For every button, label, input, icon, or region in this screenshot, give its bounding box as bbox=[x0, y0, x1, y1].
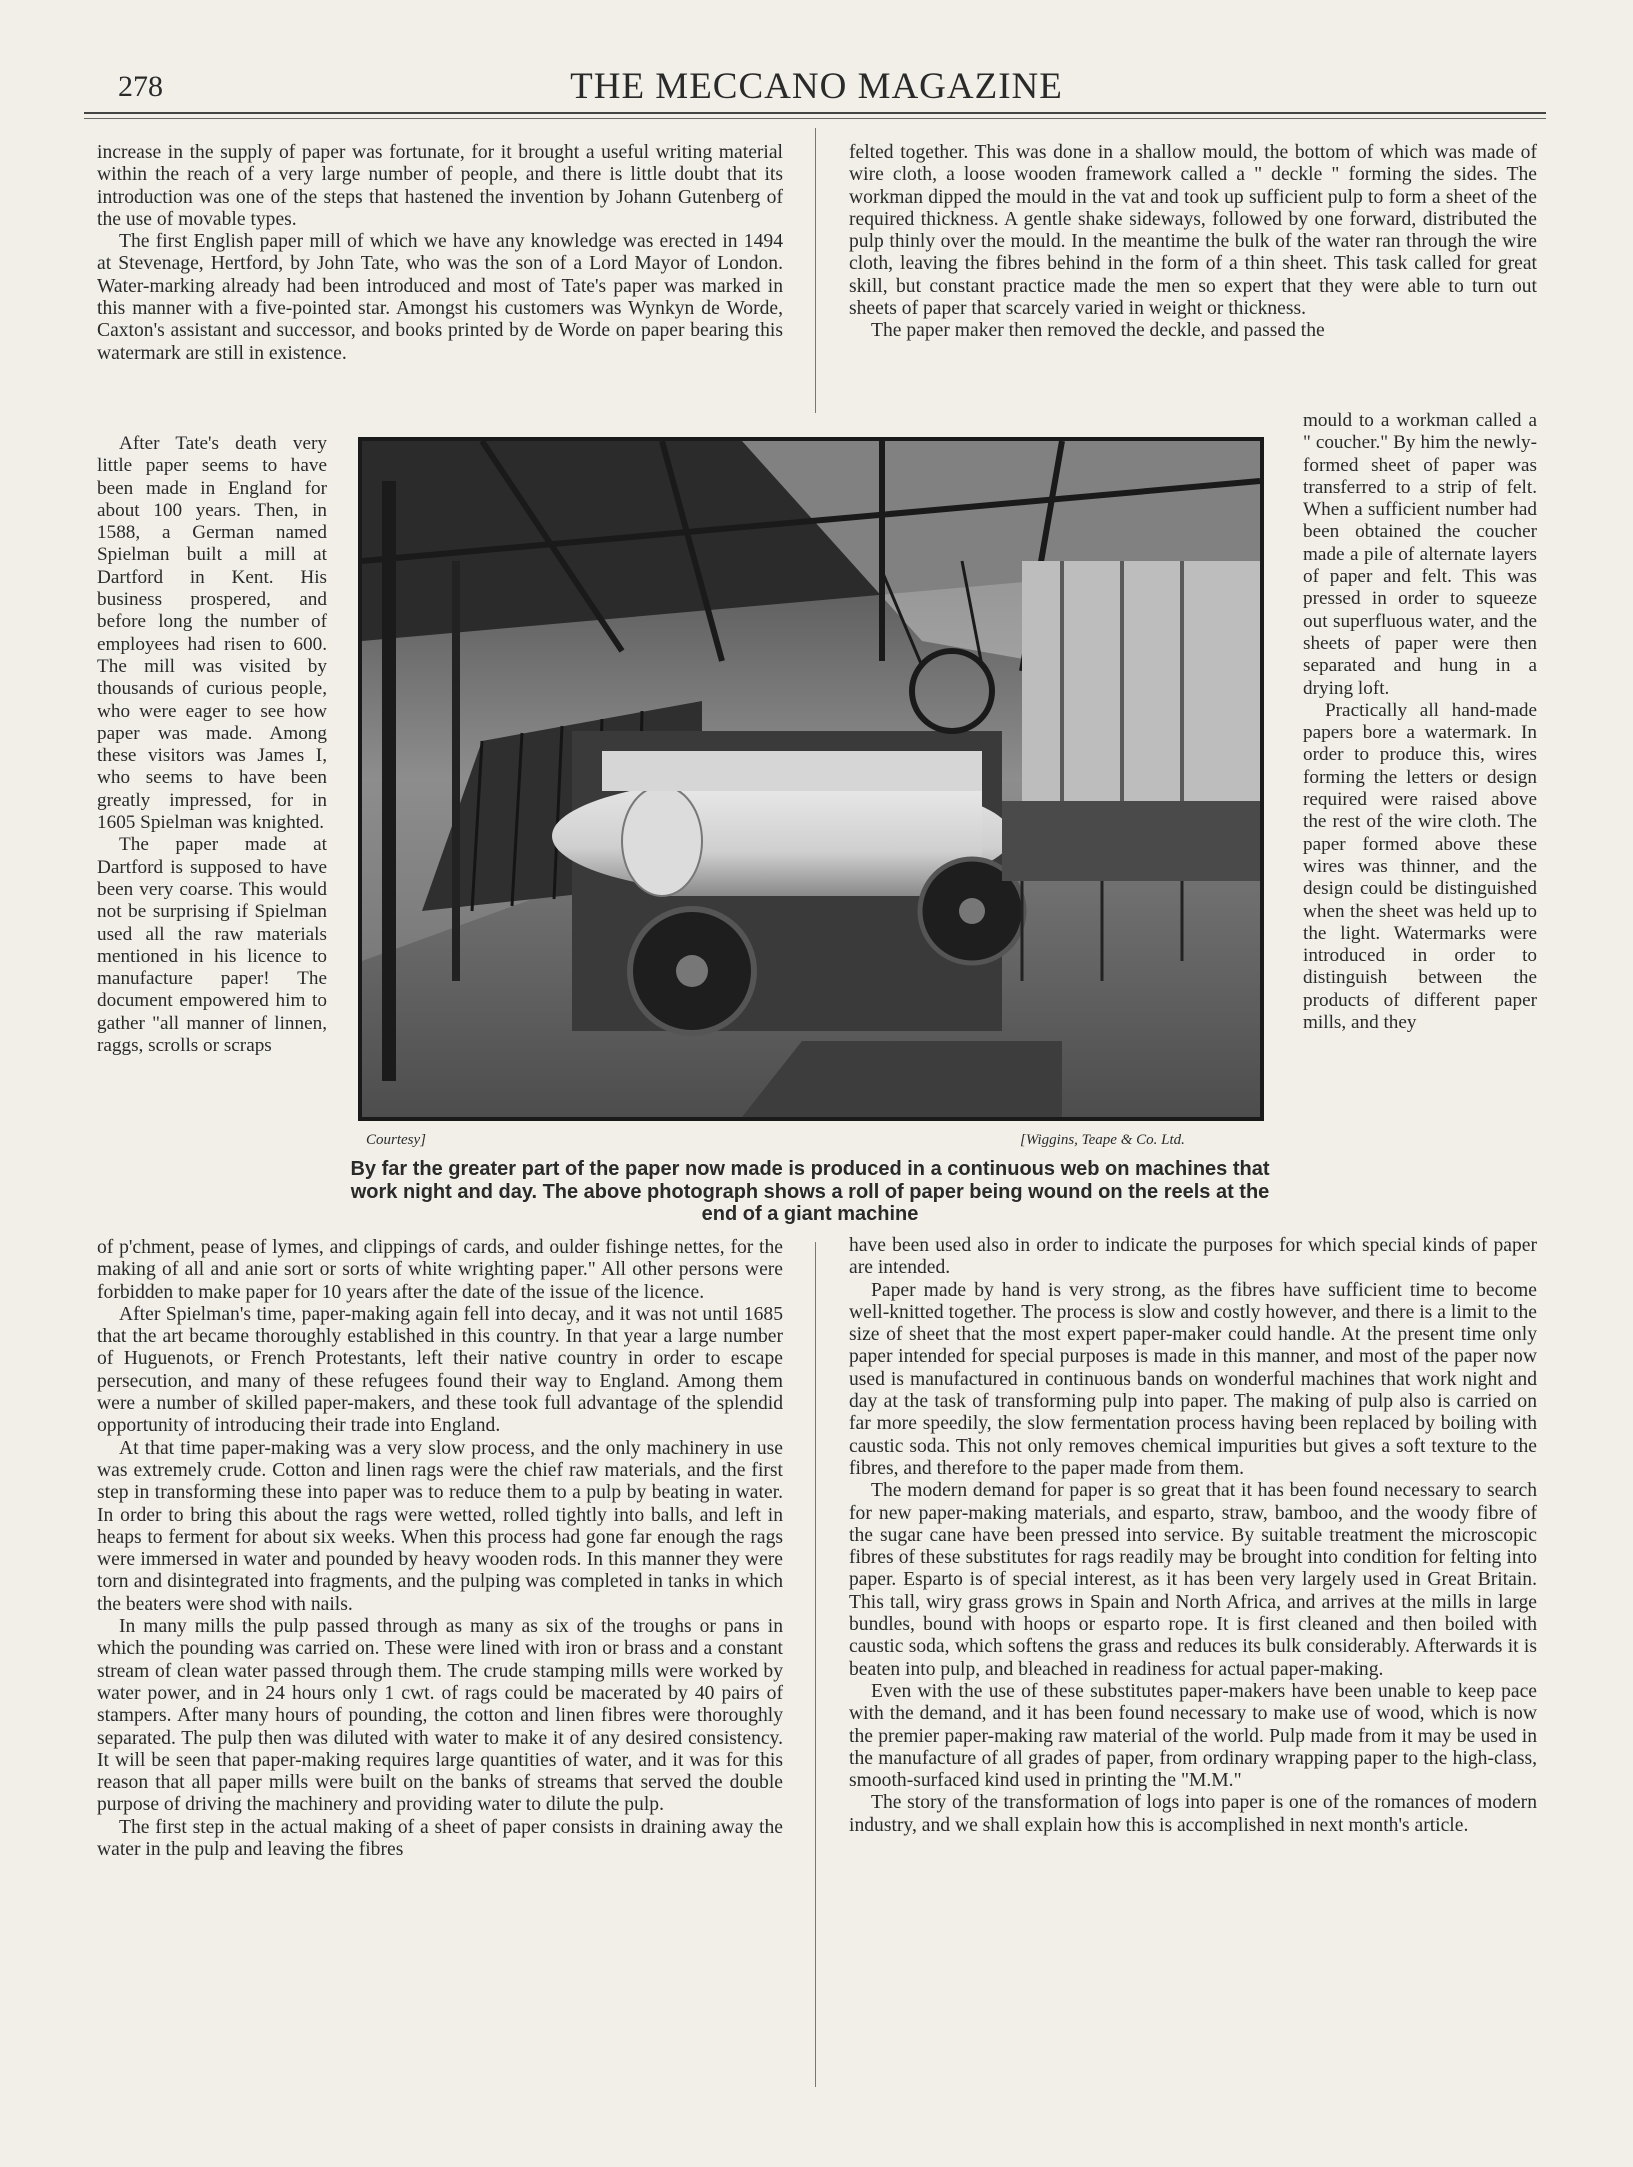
page-number: 278 bbox=[118, 70, 163, 103]
paragraph: Even with the use of these substitutes paper-makers have been unable to keep pace with the demand, and it has been found necessary to make use of wood, which is now the premier paper-making raw material of the world. Pulp made from it may be used in the manufacture of all grades of paper, from ordinary wrapping paper to the high-class, smooth-surfaced kind used in printing the "M.M." bbox=[849, 1680, 1537, 1792]
right-column-top bbox=[849, 142, 1537, 343]
paragraph: After Spielman's time, paper-making again fell into decay, and it was not until 1685 that the art became thoroughly established in this country. In that year a large number of Huguenots, or French Protestants, left their native country in order to escape persecution, and many of these refugees found their way to England. Among them were a number of skilled paper-makers, and these took full advantage of the splendid opportunity of introducing their trade into England. bbox=[97, 1303, 783, 1437]
paragraph: Practically all hand-made papers bore a watermark. In order to produce this, wires forming the letters or design required were raised above the rest of the wire cloth. The paper formed above these wires was thinner, and the design could be distinguished when the sheet was held up to the light. Watermarks were introduced in order to distinguish between the products of different paper mills, and they bbox=[1303, 699, 1537, 1034]
paragraph: have been used also in order to indicate the purposes for which special kinds of paper are intended. bbox=[849, 1235, 1537, 1279]
paragraph: At that time paper-making was a very slow process, and the only machinery in use was extremely crude. Cotton and linen rags were the chief raw materials, and the first step in transforming these into paper was to reduce them to a pulp by beating in water. In order to bring this about the rags were wetted, rolled tightly into balls, and left in heaps to ferment for about six weeks. When this process had gone far enough the rags were immersed in water and pounded by heavy wooden rods. In this manner they were torn and disintegrated into fragments, and the pulping was completed in tanks in which the beaters were shod with nails. bbox=[97, 1437, 783, 1615]
paragraph: After Tate's death very little paper seems to have been made in England for about 100 years. Then, in 1588, a German named Spielman built a mill at Dartford in Kent. His business prospered, and before long the number of employees had risen to 600. The mill was visited by thousands of curious people, who were eager to see how paper was made. Among these visitors was James I, who seems to have been greatly impressed, for in 1605 Spielman was knighted. bbox=[97, 433, 327, 834]
paragraph: The modern demand for paper is so great that it has been found necessary to search for new paper-making materials, and esparto, straw, bamboo, and the woody fibre of the sugar cane have been pressed into service. By suitable treatment the microscopic fibres of these substitutes for rags readily may be brought into condition for felting into paper. Esparto is of special interest, as it has been very largely used in Great Britain. This tall, wiry grass grows in Spain and North Africa, and arrives at the mills in large bundles, bound with hoops or esparto rope. It is first cleaned and then boiled with caustic soda, which softens the grass and reduces its bulk considerably. Afterwards it is beaten into pulp, and bleached in readiness for actual paper-making. bbox=[849, 1480, 1537, 1680]
left-column-top bbox=[97, 142, 783, 365]
paragraph: mould to a workman called a " coucher." By him the newly-formed sheet of paper was transferred to a strip of felt. When a sufficient number had been obtained the coucher made a pile of alternate layers of paper and felt. This was pressed in order to squeeze out superfluous water, and the sheets of paper were then separated and hung in a drying loft. bbox=[1303, 410, 1537, 699]
paragraph: In many mills the pulp passed through as many as six of the troughs or pans in which the pounding was carried on. These were lined with iron or brass and a constant stream of clean water passed through them. The crude stamping mills were worked by water power, and in 24 hours only 1 cwt. of rags could be macerated by 40 pairs of stampers. After many hours of pounding, the cotton and linen fibres were thoroughly separated. The pulp then was diluted with water to make it of any desired consistency. It will be seen that paper-making requires large quantities of water, and it was for this reason that all paper mills were built on the banks of streams that served the double purpose of driving the machinery and providing water to dilute the pulp. bbox=[97, 1616, 783, 1816]
left-column-bottom bbox=[97, 1237, 783, 1861]
paragraph: The story of the transformation of logs into paper is one of the romances of modern industry, and we shall explain how this is accomplished in next month's article. bbox=[849, 1792, 1537, 1836]
column-divider bbox=[815, 128, 816, 413]
paragraph: The paper maker then removed the deckle, and passed the bbox=[871, 320, 1325, 342]
left-column-narrow bbox=[97, 433, 327, 1057]
magazine-title: THE MECCANO MAGAZINE bbox=[570, 66, 1063, 107]
right-column-bottom bbox=[849, 1235, 1537, 1837]
right-column-narrow bbox=[1303, 410, 1537, 1034]
paragraph: The paper made at Dartford is supposed to have been very coarse. This would not be surprising if Spielman used all the raw materials mentioned in his licence to manufacture paper! The document empowered him to gather "all manner of linnen, raggs, scrolls or scraps bbox=[97, 834, 327, 1057]
paragraph: The first step in the actual making of a sheet of paper consists in draining away the water in the pulp and leaving the fibres bbox=[97, 1816, 783, 1861]
paragraph: of p'chment, pease of lymes, and clippings of cards, and oulder fishinge nettes, for the making of all and anie sort or sorts of white wrighting paper." All other persons were forbidden to make paper for 10 years after the date of the issue of the licence. bbox=[97, 1237, 783, 1303]
photo-caption: By far the greater part of the paper now made is produced in a continuous web on machines that work night and day. The above photograph shows a roll of paper being wound on the reels at the end of a giant machine bbox=[350, 1158, 1270, 1225]
paper-machine-photo bbox=[358, 437, 1264, 1121]
photo-credit-left: Courtesy] bbox=[366, 1132, 426, 1148]
paragraph: Paper made by hand is very strong, as the fibres have sufficient time to become well-knitted together. The process is slow and costly however, and there is a limit to the size of sheet that the most expert paper-maker could handle. At the present time only paper intended for special purposes is made in this manner, and most of the paper now used is manufactured in continuous bands on wonderful machines that work night and day at the task of transforming pulp into paper. The making of pulp also is carried on far more speedily, the slow fermentation process having been replaced by boiling with caustic soda. This not only removes chemical impurities but gives a soft texture to the fibres, and therefore to the paper made from them. bbox=[849, 1279, 1537, 1479]
paragraph: The first English paper mill of which we have any knowledge was erected in 1494 at Stevenage, Hertford, by John Tate, who was the son of a Lord Mayor of London. Water-marking already had been introduced and most of Tate's paper was marked in this manner with a five-pointed star. Amongst his customers was Wynkyn de Worde, Caxton's assistant and successor, and books printed by de Worde on paper bearing this watermark are still in existence. bbox=[97, 231, 783, 364]
column-divider bbox=[815, 1242, 816, 2087]
header-rule bbox=[84, 112, 1546, 114]
paragraph: felted together. This was done in a shallow mould, the bottom of which was made of wire cloth, a loose wooden framework called a " deckle " forming the sides. The workman dipped the mould in the vat and took up sufficient pulp to form a sheet of the required thickness. A gentle shake sideways, followed by one forward, distributed the pulp thinly over the mould. In the meantime the bulk of the water ran through the wire cloth, leaving the fibres behind in the form of a thin sheet. This task called for great skill, but constant practice made the men so expert that they were able to turn out sheets of paper that scarcely varied in weight or thickness. bbox=[849, 142, 1537, 320]
photo-credit-right: [Wiggins, Teape & Co. Ltd. bbox=[1020, 1132, 1185, 1148]
header-rule-thin bbox=[84, 118, 1546, 119]
paragraph: increase in the supply of paper was fortunate, for it brought a useful writing material within the reach of a very large number of people, and there is little doubt that its introduction was one of the steps that hastened the invention by Johann Gutenberg of the use of movable types. bbox=[97, 142, 783, 230]
